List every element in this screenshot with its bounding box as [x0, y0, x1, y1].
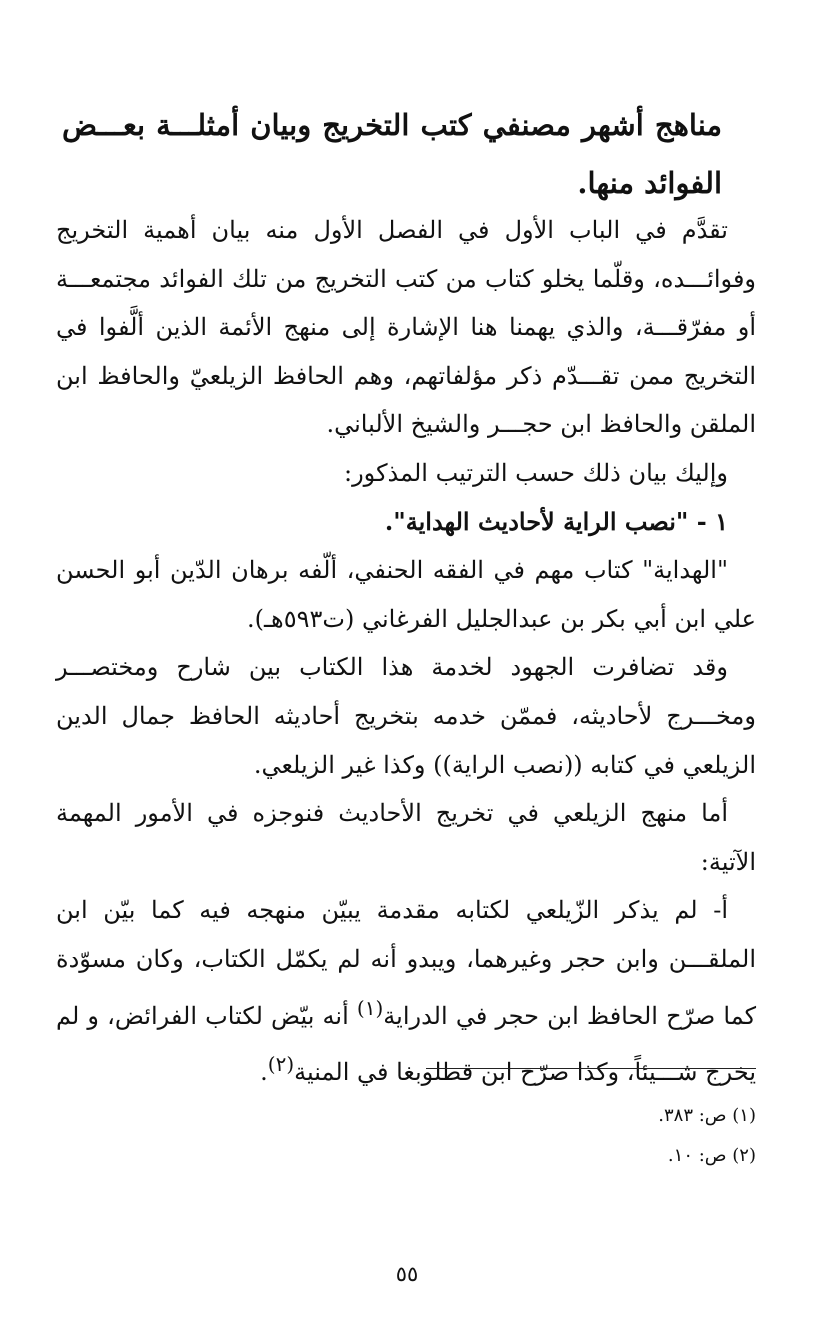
footnote-divider	[426, 1068, 756, 1069]
footnote-ref-2: (٢)	[267, 1052, 295, 1077]
section-title: ١ - "نصب الراية لأحاديث الهداية".	[384, 506, 728, 536]
footnotes	[356, 1096, 756, 1176]
point-a-text-2: أنه بيّض لكتاب الفرائض، و لم يخرج شـــيئاً، وكذا صرّح ابن قطلوبغا في المنية	[56, 1001, 756, 1087]
paragraph-efforts: وقد تضافرت الجهود لخدمة هذا الكتاب بين شارح ومختصـــر ومخـــرج لأحاديثه، فممّن خدمه بتخريج أحاديثه الحافظ جمال الدين الزيلعي في كتابه ((نصب الراية)) وكذا غير الزيلعي.	[56, 653, 756, 779]
paragraph-point-a	[56, 886, 756, 1096]
paragraph-method: أما منهج الزيلعي في تخريج الأحاديث فنوجزه في الأمور المهمة الآتية:	[56, 799, 756, 876]
body-text	[56, 206, 756, 1097]
point-a-text-3: .	[260, 1058, 268, 1087]
footnote-ref-1: (١)	[356, 995, 384, 1020]
page-number: ٥٥	[395, 1262, 419, 1286]
point-a-text-1: أ- لم يذكر الزّيلعي لكتابه مقدمة يبيّن منهجه فيه كما بيّن ابن الملقـــن وابن حجر وغيرهما، ويبدو أنه لم يكمّل الكتاب، وكان مسوّدة كما صرّح الحافظ ابن حجر في الدراية	[56, 896, 756, 1030]
footnote-1: (١) ص: ٣٨٣.	[658, 1105, 756, 1126]
paragraph-intro: تقدَّم في الباب الأول في الفصل الأول منه بيان أهمية التخريج وفوائـــده، وقلّما يخلو كتاب من كتب التخريج من تلك الفوائد مجتمعـــة أو مفرّقـــة، والذي يهمنا هنا الإشارة إلى منهج الأئمة الذين ألَّفوا في التخريج ممن تقـــدّم ذكر مؤلفاتهم، وهم الحافظ الزيلعيّ والحافظ ابن الملقن والحافظ ابن حجـــر والشيخ الألباني.	[56, 216, 756, 439]
paragraph-order-note: وإليك بيان ذلك حسب الترتيب المذكور:	[344, 458, 728, 487]
chapter-heading: مناهج أشهر مصنفي كتب التخريج وبيان أمثلـــة بعـــض الفوائد منها.	[62, 108, 722, 200]
paragraph-hidaya: "الهداية" كتاب مهم في الفقه الحنفي، ألّفه برهان الدّين أبو الحسن علي ابن أبي بكر بن عبدالجليل الفرغاني (ت٥٩٣هـ).	[56, 556, 756, 633]
footnote-2: (٢) ص: ١٠.	[667, 1145, 756, 1166]
